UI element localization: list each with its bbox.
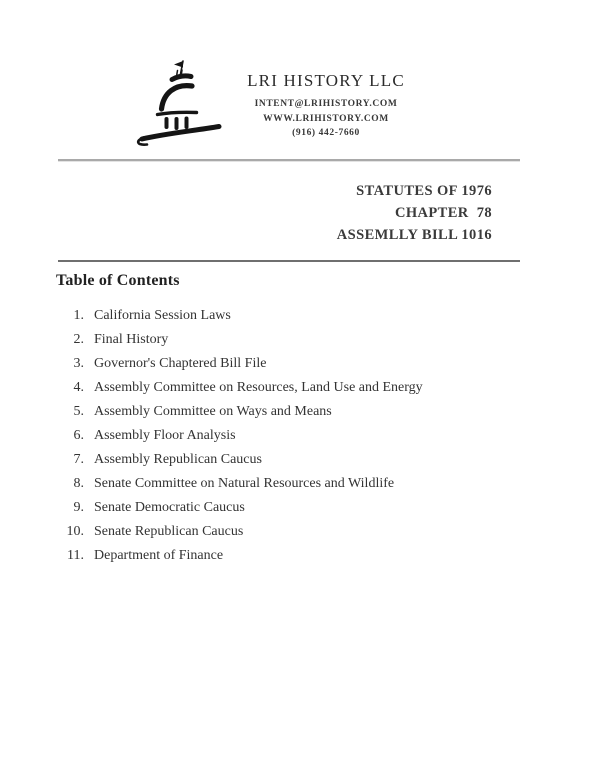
toc-item-number: 3.	[73, 356, 84, 371]
toc-item-label: Senate Democratic Caucus	[94, 500, 245, 515]
company-email: INTENT@LRIHISTORY.COM	[254, 99, 398, 109]
capitol-dome-logo-icon	[130, 57, 230, 152]
toc-item-number: 10.	[66, 524, 84, 539]
toc-item	[57, 400, 527, 424]
toc-item-label: Assembly Committee on Resources, Land Use and Energy	[94, 380, 423, 395]
toc-item-number: 8.	[73, 476, 84, 491]
company-phone: (916) 442-7660	[292, 128, 360, 138]
company-name: LRI HISTORY LLC	[247, 71, 405, 90]
assembly-bill-line: ASSEMLLY BILL 1016	[336, 227, 492, 243]
company-website: WWW.LRIHISTORY.COM	[263, 113, 389, 124]
toc-item	[57, 472, 527, 496]
toc-item	[57, 328, 527, 352]
toc-item	[57, 376, 527, 400]
toc-item	[57, 304, 527, 328]
toc-item	[57, 352, 527, 376]
toc-item-label: Assembly Floor Analysis	[94, 428, 236, 443]
statutes-line: STATUTES OF 1976	[356, 183, 492, 199]
chapter-line: CHAPTER 78	[394, 205, 492, 221]
horizontal-rule-middle	[58, 260, 520, 262]
toc-item-label: California Session Laws	[94, 308, 231, 323]
toc-title: Table of Contents	[56, 272, 180, 289]
toc-item-number: 6.	[73, 428, 84, 443]
toc-item-label: Final History	[94, 332, 169, 347]
toc-item-label: Governor's Chaptered Bill File	[94, 356, 267, 371]
toc-item	[57, 520, 527, 544]
bill-header	[337, 180, 492, 246]
toc-list	[57, 304, 527, 568]
toc-item-label: Senate Republican Caucus	[94, 524, 244, 539]
toc-item-number: 7.	[73, 452, 84, 467]
letterhead-text	[228, 71, 424, 138]
toc-item-label: Assembly Committee on Ways and Means	[94, 404, 332, 419]
toc-item	[57, 424, 527, 448]
toc-item-number: 9.	[73, 500, 84, 515]
toc-item	[57, 544, 527, 568]
toc-item-number: 4.	[73, 380, 84, 395]
toc-item	[57, 448, 527, 472]
toc-item-label: Senate Committee on Natural Resources and Wildlife	[94, 476, 395, 491]
toc-item-label: Assembly Republican Caucus	[94, 452, 262, 467]
toc-item-number: 2.	[73, 332, 84, 347]
toc-item-number: 1.	[73, 308, 84, 323]
toc-item	[57, 496, 527, 520]
toc-item-number: 11.	[67, 548, 84, 563]
toc-item-label: Department of Finance	[94, 548, 224, 563]
toc-item-number: 5.	[73, 404, 84, 419]
horizontal-rule-top	[58, 159, 520, 161]
